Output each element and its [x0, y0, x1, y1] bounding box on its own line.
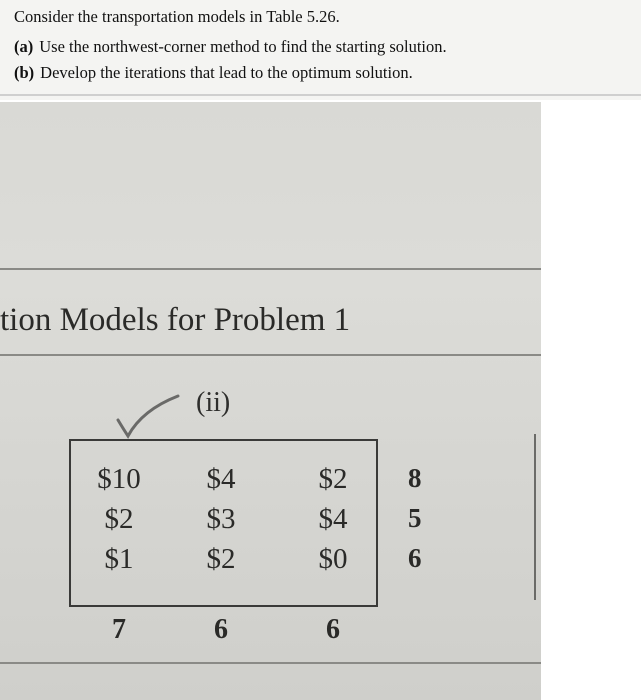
demand-value: 6: [326, 614, 340, 645]
part-b-label: (b): [14, 63, 35, 82]
cost-cell: $1: [104, 543, 134, 575]
cost-cell: $3: [206, 503, 236, 535]
divider: [0, 94, 641, 96]
demand-value: 7: [112, 614, 126, 645]
problem-part-b: [14, 63, 413, 83]
problem-part-a: [14, 37, 447, 57]
table-top-rule: [0, 268, 541, 270]
cost-cell: $10: [97, 463, 141, 495]
table-title: tion Models for Problem 1: [0, 302, 351, 338]
part-a-text: Use the northwest-corner method to find the starting solution.: [39, 37, 447, 56]
problem-statement: [0, 0, 641, 100]
cost-cell: $4: [318, 503, 348, 535]
part-a-label: (a): [14, 37, 34, 56]
problem-intro: Consider the transportation models in Table 5.26.: [14, 7, 340, 26]
checkmark-icon: [112, 390, 182, 440]
supply-value: 6: [408, 543, 422, 573]
supply-value: 8: [408, 463, 422, 493]
cost-cell: $2: [104, 503, 134, 535]
table-header-rule: [0, 354, 541, 356]
part-b-text: Develop the iterations that lead to the optimum solution.: [40, 63, 413, 82]
demand-value: 6: [214, 614, 228, 645]
model-label: (ii): [196, 387, 231, 418]
table-bottom-rule: [0, 662, 541, 664]
cost-cell: $2: [318, 463, 348, 495]
cost-cell: $0: [318, 543, 348, 575]
textbook-photo: [0, 102, 541, 700]
cost-cell: $2: [206, 543, 236, 575]
supply-value: 5: [408, 503, 422, 533]
adjacent-table-edge: [534, 434, 536, 600]
cost-cell: $4: [206, 463, 236, 495]
